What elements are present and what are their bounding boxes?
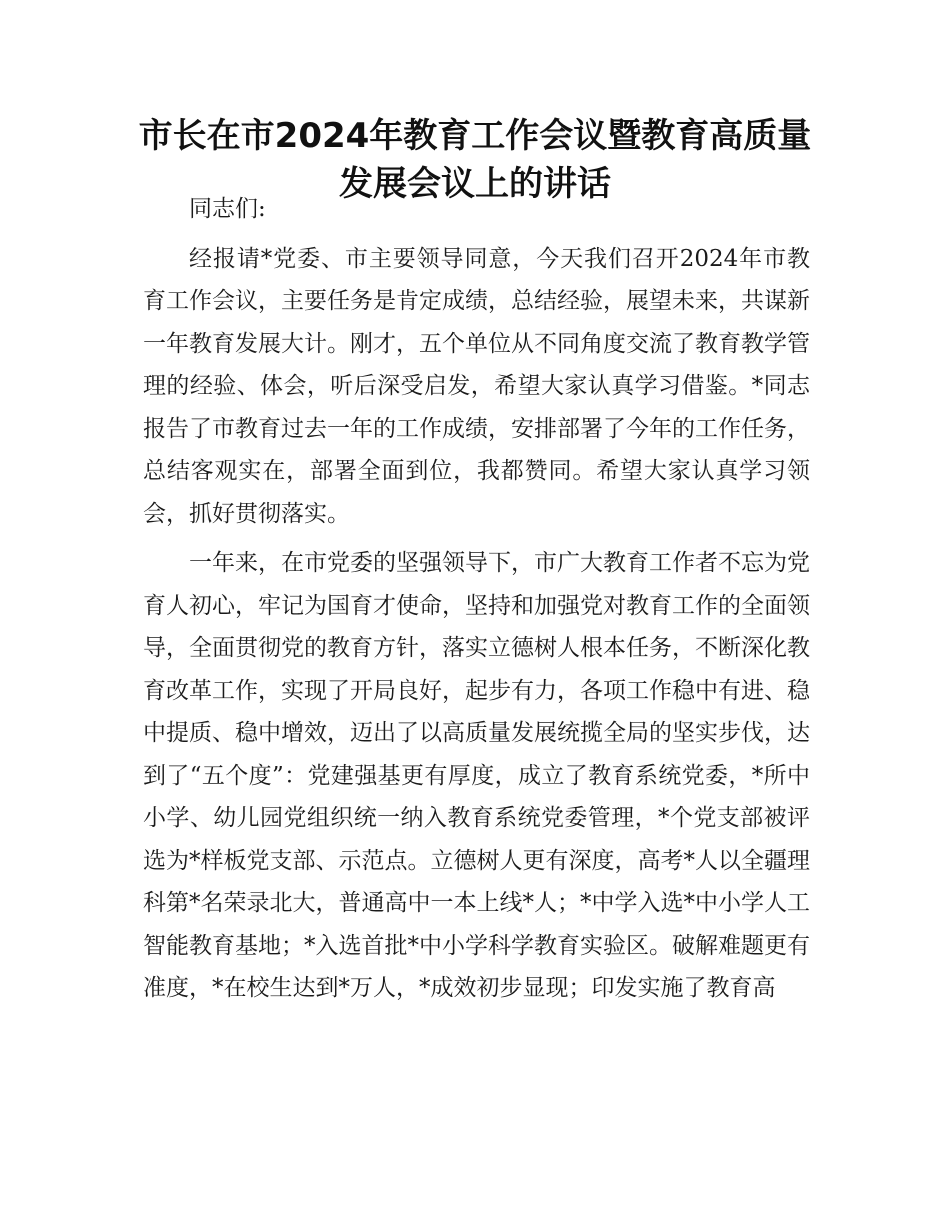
paragraph-1: 经报请*党委、市主要领导同意，今天我们召开2024年市教育工作会议，主要任务是肯定成绩，总结经验，展望未来，共谋新一年教育发展大计。刚才，五个单位从不同角度交流了教育教学管理的经验、体会，听后深受启发，希望大家认真学习借鉴。*同志报告了市教育过去一年的工作成绩，安排部署了今年的工作任务，总结客观实在，部署全面到位，我都赞同。希望大家认真学习领会，抓好贯彻落实。	[143, 245, 810, 527]
document-body	[143, 188, 810, 1010]
document-title: 市长在市2024年教育工作会议暨教育高质量发展会议上的讲话	[138, 116, 812, 204]
salutation: 同志们:	[189, 196, 266, 222]
paragraph-2: 一年来，在市党委的坚强领导下，市广大教育工作者不忘为党育人初心，牢记为国育才使命，坚持和加强党对教育工作的全面领导，全面贯彻党的教育方针，落实立德树人根本任务，不断深化教育改革工作，实现了开局良好，起步有力，各项工作稳中有进、稳中提质、稳中增效，迈出了以高质量发展统揽全局的坚实步伐，达到了“五个度”：党建强基更有厚度，成立了教育系统党委，*所中小学、幼儿园党组织统一纳入教育系统党委管理，*个党支部被评选为*样板党支部、示范点。立德树人更有深度，高考*人以全疆理科第*名荣录北大，普通高中一本上线*人；*中学入选*中小学人工智能教育基地；*入选首批*中小学科学教育实验区。破解难题更有准度，*在校生达到*万人，*成效初步显现；印发实施了教育高	[143, 550, 810, 1001]
